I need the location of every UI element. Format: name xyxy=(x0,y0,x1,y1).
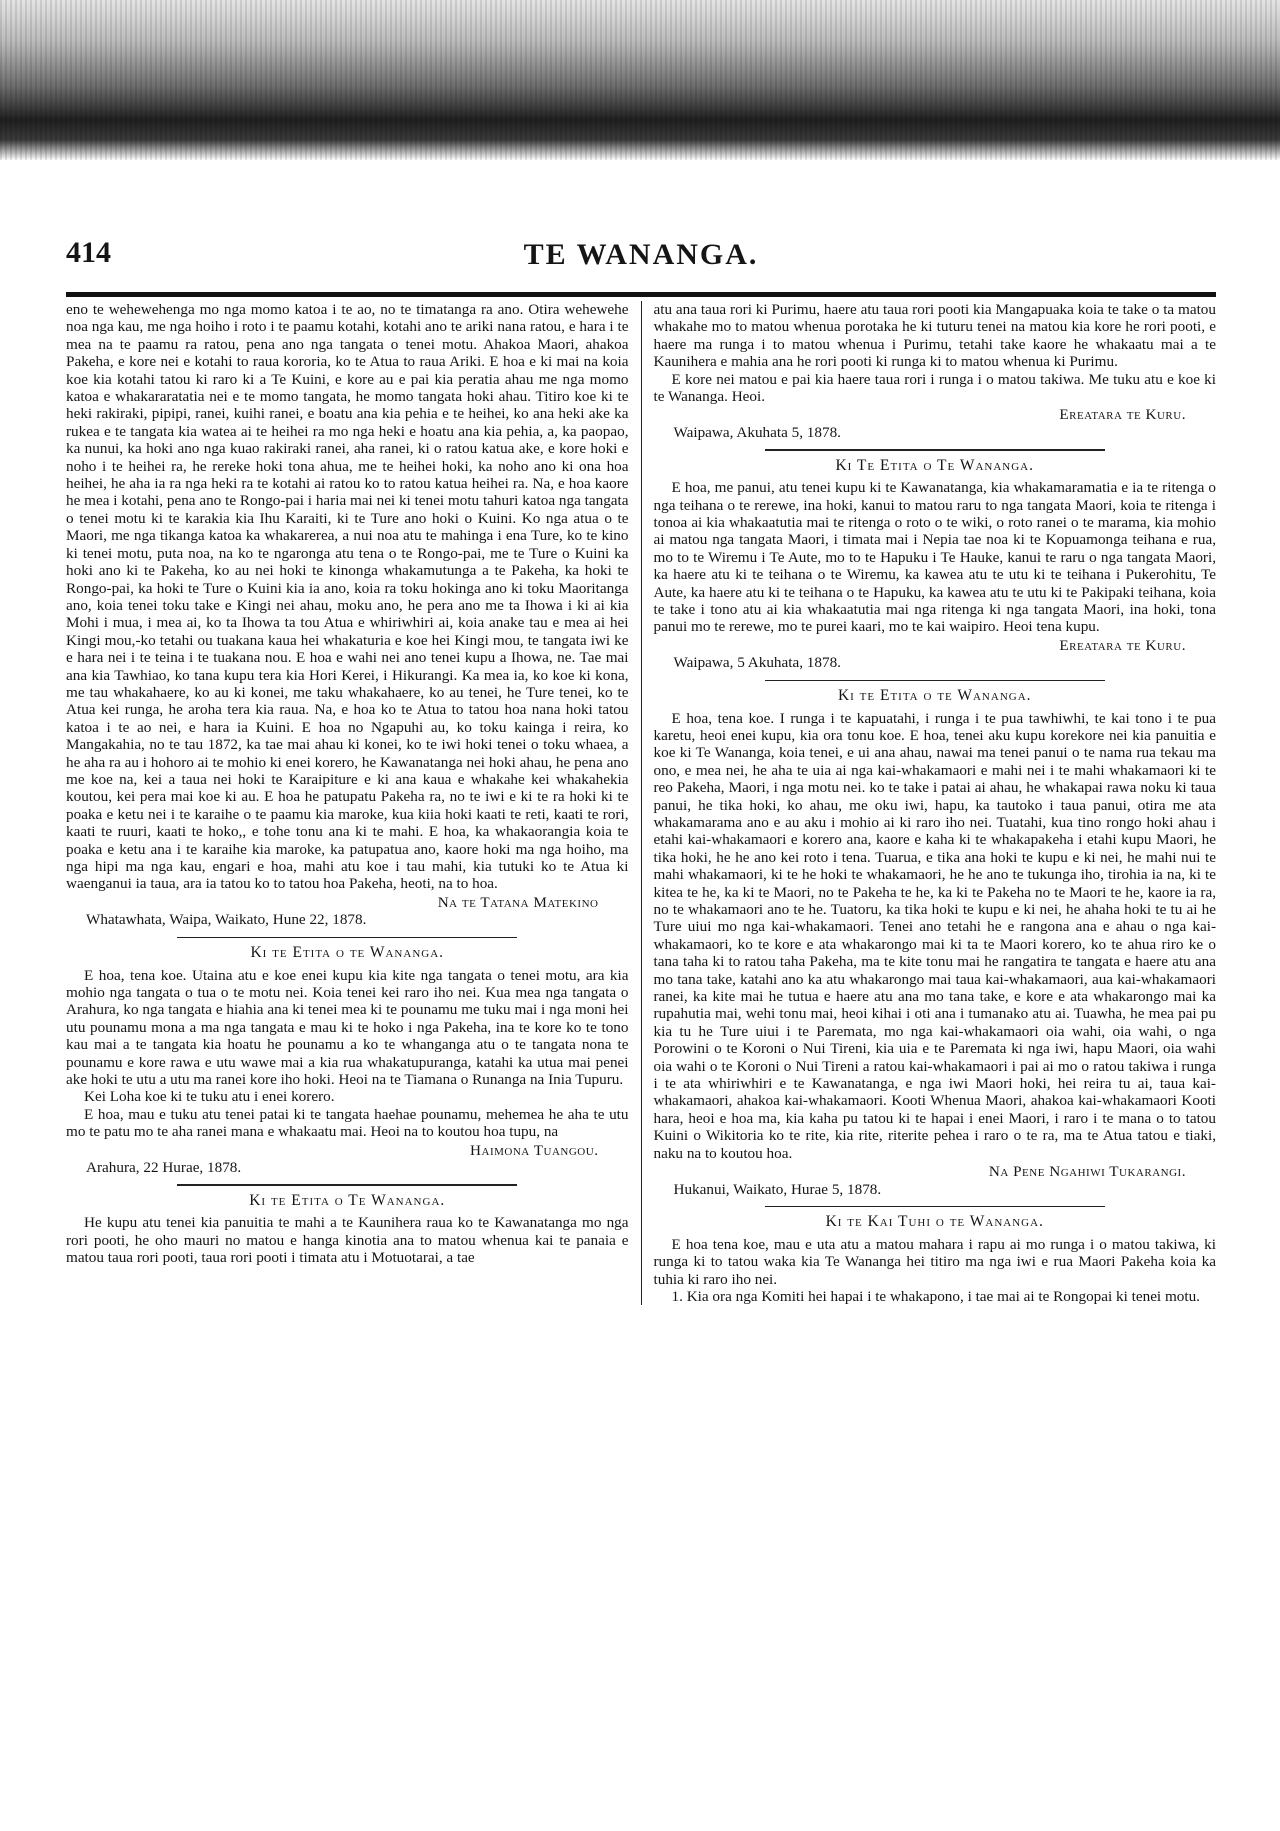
section-divider xyxy=(177,1184,517,1186)
section-divider xyxy=(765,449,1105,451)
heading-ki-te-kai-tuhi: Ki te Kai Tuhi o te Wananga. xyxy=(825,1213,1044,1231)
letter-arahura-body: E hoa, tena koe. Utaina atu e koe enei kupu kia kite nga tangata o tenei motu, ara kia mohio nga tangata o tua o te motu nei. Koia tenei kei raro iho nei. Kua mea nga tangata o Arahura, ko nga tangata e hiahia ana ki tenei mea ki te pounamu me tuku mai i nga moni hei utu pounamu mona a ma nga tangata e mau ki te hoko i nga Pakeha, ina te kore ko te tono kau mai a te tangata kia hoatu he pounamu a ko te whanganga atu o te tangata nona te pounamu e kore rawa e utu wawe mai a kia rua whakatupuranga, katahi ka utua mai penei ake hoki te utu a utu ma ranei kore iho hoki. Heoi na te Tiamana o Runanga na Inia Tupuru. xyxy=(66,966,629,1088)
heading-ki-te-etita-4: Ki te Etita o te Wananga. xyxy=(837,687,1032,705)
signature-ereatara-te-kuru-1: Ereatara te Kuru. xyxy=(1059,406,1186,424)
section-divider xyxy=(765,680,1105,682)
section-divider xyxy=(765,1206,1105,1208)
letter-rori-pooti-continued: atu ana taua rori ki Purimu, haere atu taua rori pooti kia Mangapuaka koia te take o ta matou whakahe mo to matou whenua porotaka he ki tuturu tenei na matou kia kore he rori pooti, e haere ma runga i to matou whenua i Purimu, tetahi take kaore he whakaatu mai a te Kaunihera e mahia ana he rori pooti ki runga ki to matou whenua ki Purimu. xyxy=(653,301,1216,371)
right-column xyxy=(641,301,1217,1305)
heading-ki-te-etita-1: Ki te Etita o te Wananga. xyxy=(250,944,445,962)
letter-rerewe-body: E hoa, me panui, atu tenei kupu ki te Kawanatanga, kia whakamaramatia e ia te ritenga o nga teihana o te rerewe, ina hoki, kanui to matou raru to nga tangata Maori, koia te ritenga i tonoa ai kia whakaatutia mai te ritenga o roto o te wiki, o roto ranei o te marama, kia mohio ai matou nga tangata Maori, i timata mai i Nepia tae noa ki te Kopuamonga teihana e rua, mo to te Wiremu i Te Aute, mo to te Hapuku i Te Hauke, kanui te raru o nga tangata Maori, ka haere atu ki te teihana o te Wiremu, ka kawea atu te utu ki te teihana i Pukerohitu, Te Aute, ka haere atu ki te teihana o te Hapuku, ka kawea atu te utu ki te Pakipaki teihana, koia te take i tono atu ai kia whakaatutia mai nga ritenga ki nga tangata Maori, ina hoki, tona panui mo te rerewe, mo te purei kaari, mo te kai waipiro. Heoi tena kupu. xyxy=(653,479,1216,636)
text-columns xyxy=(66,301,1216,1305)
letter-arahura-note: Kei Loha koe ki te tuku atu i enei korero. xyxy=(84,1088,335,1106)
signature-ereatara-te-kuru-2: Ereatara te Kuru. xyxy=(1059,636,1186,654)
newspaper-title: TE WANANGA. xyxy=(523,238,759,271)
letter-tatana-body: eno te wehewehenga mo nga momo katoa i te ao, no te timatanga ra ano. Otira wehewehe noa nga kau, me nga hoiho i roto i te paamu kotahi, kotahi ano te ariki nana ratou, e hara i te mea na te paamu ra ratou, pena ano nga tangata o tenei motu. Ahakoa Maori, ahakoa Pakeha, e kore nei e kotahi to raua kororia, ko te Atua to raua Ariki. E hoa e ki mai na koia koe kia kotahi tatou ki raro ki a Te Kuini, e kore au e pai kia peratia ahau me nga momo katoa e whakararatatia nei e te momo tangata, he momo tangata hoki ahau. Titiro koe ki te heki rakiraki, pipipi, ranei, kuihi ranei, e boatu ana kia pehia e te heihei, ko ana heki ake ka rukea e te tangata kia watea ai te heihei ra mo nga heki e hoatu ana kia pehia, a, ka paopao, ka nunui, ka hoki ano nga kuao rakiraki ranei, aha ranei, ki o ratou katua ake, e kore hoki e noho i te heihei ra, he rereke hoki tona ahua, me te heihei hoki, ka noho ano ki ona hoa heihei, he aha ia ra nga heki ra te kotahi ai ratou ko to ratou katua heihei ra. Na, e hoa kaore he mea i kotahi, pena ano te Rongo-pai i haria mai nei ki tenei motu tahuri katoa nga tangata o tenei motu ki te karakia kia Ihu Karaiti, ki te Ture ano hoki o Kuini. Ko nga atua o te Maori, me nga tikanga katoa ka whakarerea, a nui noa atu te mahinga i ena Ture, ko te kino ki tenei motu, puta noa, na ko te ngaronga atu tena o te Rongo-pai, me te Ture o Kuini ka hoki ano ki te Pakeha, ko au nei hoki te kinonga whakamutunga a te Pakeha, ka hoki te Rongo-pai, ka hoki te Ture o Kuini kia ia ano, koia ra toku hokinga ano ki toku Maoritanga ano, koia tenei toku take e Kingi nei ahau, moku ano, he pera ano me ta Ihowa i ki ai kia Mohi i mua, i mea ai, ko ta Ihowa ta tou Atua e whiriwhiri ai, koia anake tau e mea ai hei Kingi mou,-ko tetahi ou tuakana kaua hei whakaturia e koe hei Kingi mou, te tangata iwi ke e hara nei i te teina i te tuakana nou. E hoa e wahi nei ano tenei kupu a Ihowa, ne. Tae mai ana kia Tawhiao, ko tana kupu tera kia Hori Kerei, i Hikurangi. Ka mea ia, ko koe ki kona, me tau whakahaere, ko au ki konei, me taku whakahaere, ko au tenei, he Ture tenei, ko te Atua kei runga, he aroha tera kia raua. Na, e hoa ko te Atua to tatou hoa nana hoki tatou katoa i te ao nei, e hara ia Kuini. E hoa no Ngapuhi au, ko toku kainga i reira, ko Mangakahia, no te tau 1872, ka tae mai ahau ki konei, ko te iwi hoki tenei o toku whaea, a he aha ra au i hohoro ai te mohio ki enei korero, he Kawanatanga nei hoki ahau, he pena ano me koe na, kei a taua nei hoki te Karaipiture e ki ana kaua e whakahe kei whakahekia koutou, kei pera mai koe ki au. E hoa he patupatu Pakeha ra, no te iwi e ki te ra hoki ki te poaka e ketu nei i te karaihe o te paamu kia maroke, kua kiia hoki kaati te reti, kaati te rori, kaati te ruuri, kaati te hoko,, e tohe tonu ana ki te mahi. E hoa, ka whakaorangia koia te poaka e ketu ana i te karaihe kia maroke, ka patupatua ano, kaore hoki ma nga hoiho, ma nga hipi ma nga kau, engari e hoa, mahi atu koe i tau mahi, kia tutuki ko te Atua ki waenganui ia taua, ara ia tatou ko to tatou hoa Pakeha, heoti, na to hoa. xyxy=(66,301,629,893)
section-divider xyxy=(177,937,517,939)
dateline-whatawhata: Whatawhata, Waipa, Waikato, Hune 22, 1878. xyxy=(86,911,367,929)
letter-komiti-body: E hoa tena koe, mau e uta atu a matou mahara i rapu ai mo runga i o matou takiwa, ki runga ki to tatou waka kia Te Wananga hei titiro ma nga iwi e rua Maori Pakeha koia ka tuhia ki raro iho nei. xyxy=(653,1235,1216,1288)
scan-edge-shadow xyxy=(0,0,1280,160)
dateline-hukanui: Hukanui, Waikato, Hurae 5, 1878. xyxy=(673,1180,882,1198)
letter-rori-pooti-closing: E kore nei matou e pai kia haere taua rori i runga i o matou takiwa. Me tuku atu e koe ki te Wananga. Heoi. xyxy=(653,370,1216,406)
newspaper-page xyxy=(66,228,1216,1305)
letter-komiti-item-1: 1. Kia ora nga Komiti hei hapai i te whakapono, i tae mai ai te Rongopai ki tenei motu. xyxy=(671,1288,1200,1306)
heading-ki-te-etita-3: Ki Te Etita o Te Wananga. xyxy=(835,456,1034,474)
letter-rori-pooti-body: He kupu atu tenei kia panuitia te mahi a te Kaunihera raua ko te Kawanatanga mo nga rori pooti, he oho mauri no matou e hanga kinotia ana to matou whenua kai te panaia e matou taua rori pooti, taua rori pooti i timata atu i Motuotarai, a tae xyxy=(66,1214,629,1267)
dateline-arahura: Arahura, 22 Hurae, 1878. xyxy=(86,1159,242,1176)
page-header xyxy=(66,228,1216,288)
signature-haimona-tuangou: Haimona Tuangou. xyxy=(470,1141,599,1159)
letter-arahura-question: E hoa, mau e tuku atu tenei patai ki te tangata haehae pounamu, mehemea he aha te utu mo te patu mo te aha ranei mana e whakaatu mai. Heoi na to koutou hoa tupu, na xyxy=(66,1105,629,1141)
signature-tatana-matekino: Na te Tatana Matekino xyxy=(437,893,599,911)
dateline-waipawa-1: Waipawa, Akuhata 5, 1878. xyxy=(673,423,841,441)
signature-pene-ngahiwi-tukarangi: Na Pene Ngahiwi Tukarangi. xyxy=(988,1163,1186,1181)
dateline-waipawa-2: Waipawa, 5 Akuhata, 1878. xyxy=(673,654,841,672)
page-number: 414 xyxy=(66,236,111,269)
header-rule xyxy=(66,292,1216,297)
letter-kai-whakamaori-body: E hoa, tena koe. I runga i te kapuatahi, i runga i te pua tawhiwhi, te kai tono i te pua karetu, heoi enei kupu, kia ora tonu koe. E hoa, tenei aku kupu korekore nei kia panuitia e koe ki Te Wananga, koia tenei, e ui ana ahau, nawai ma tenei panui o te nama rua tekau ma ono, e mea nei, he aha te uia ai nga kai-whakamaori e mahi nei i te mahi whakamaori ki te reo Pakeha, Maori, i nga motu nei. ko te take i patai ai ahau, he whakapai rawa noku ki taua panui, he tika hoki, ko ahau, me oku iwi, hapu, ka tautoko i taua panui, otira me ata whakamarama ano e au aku i mohio ai ki raro iho nei. Tuatahi, kua tino rongo hoki ahau i etahi kai-whakamaori e korero ana, kaore e kaha ki te whakapakeha i etahi kupu Maori, he tika hoki, he he ano kei roto i tena. Tuarua, e tika ana hoki te kupu e ki nei, he mahi nui te mahi whakamaori, ki te he hoki te whakamaori, he he ano te tukunga iho, tirohia ia na, ki te kitea te he, ka ki te Maori, no te Pakeha te he, ka ki te Pakeha no te Maori te he, kaore ia ra, no te whakamaori ano te he. Tuatoru, ka tika hoki te kupu e ki nei, he ahaha hoki te tu ai he Ture uiui mo nga kai-whakamaori. Tenei ano tetahi he e rangona ana e ahau o nga kai-whakamaori, ko te kore e ata whakarongo mai ki ta te Maori korero, ko te ahua riro ke o tana taha ki to ratou taha Pakeha, ma te kite tonu mai he rangatira te tangata e haere atu ana mo tana take, katahi ano ka atu whakarongo mai taua kai-whakamaori, aua kai-whakamaori ranei, ka kite mai he tutua e haere atu ana mo tana take, e kore e ata whakarongo mai ka rupahutia mai, wehi tonu mai, heoi kihai i oti ana i tumanako atu ai. Tuawha, he mea pai pu kia tu he Ture uiui i te Paremata, mo nga kai-whakamaori oia wahi, oia wahi, o nga Porowini o te Koroni o Nui Tireni, kia uia e te Paremata ki nga iwi, hapu Maori, oia wahi oia wahi o te Koroni o Nui Tireni a ratou kai-whakamaori i pai ai mo o ratou takiwa i runga i te ata whiriwhiri e te Kawanatanga, e nga iwi Maori hoki, hei reira tu ai, taua kai-whakamaori, ahakoa kai-whakamaori. Kooti Whenua Maori, ahakoa kai-whakamaori Kooti hara, heoi e hoa ma, kia kaha pu tatou ki te hapai i enei Maori, i raro i te mana o to tatou Kuini o Wikitoria ko te rite, kia rite, riterite pehea i raro o te ra, ma te Atua tatou e tiaki, naku na to koutou hoa. xyxy=(653,709,1216,1162)
heading-ki-te-etita-2: Ki te Etita o Te Wananga. xyxy=(249,1191,446,1209)
left-column xyxy=(66,301,641,1305)
